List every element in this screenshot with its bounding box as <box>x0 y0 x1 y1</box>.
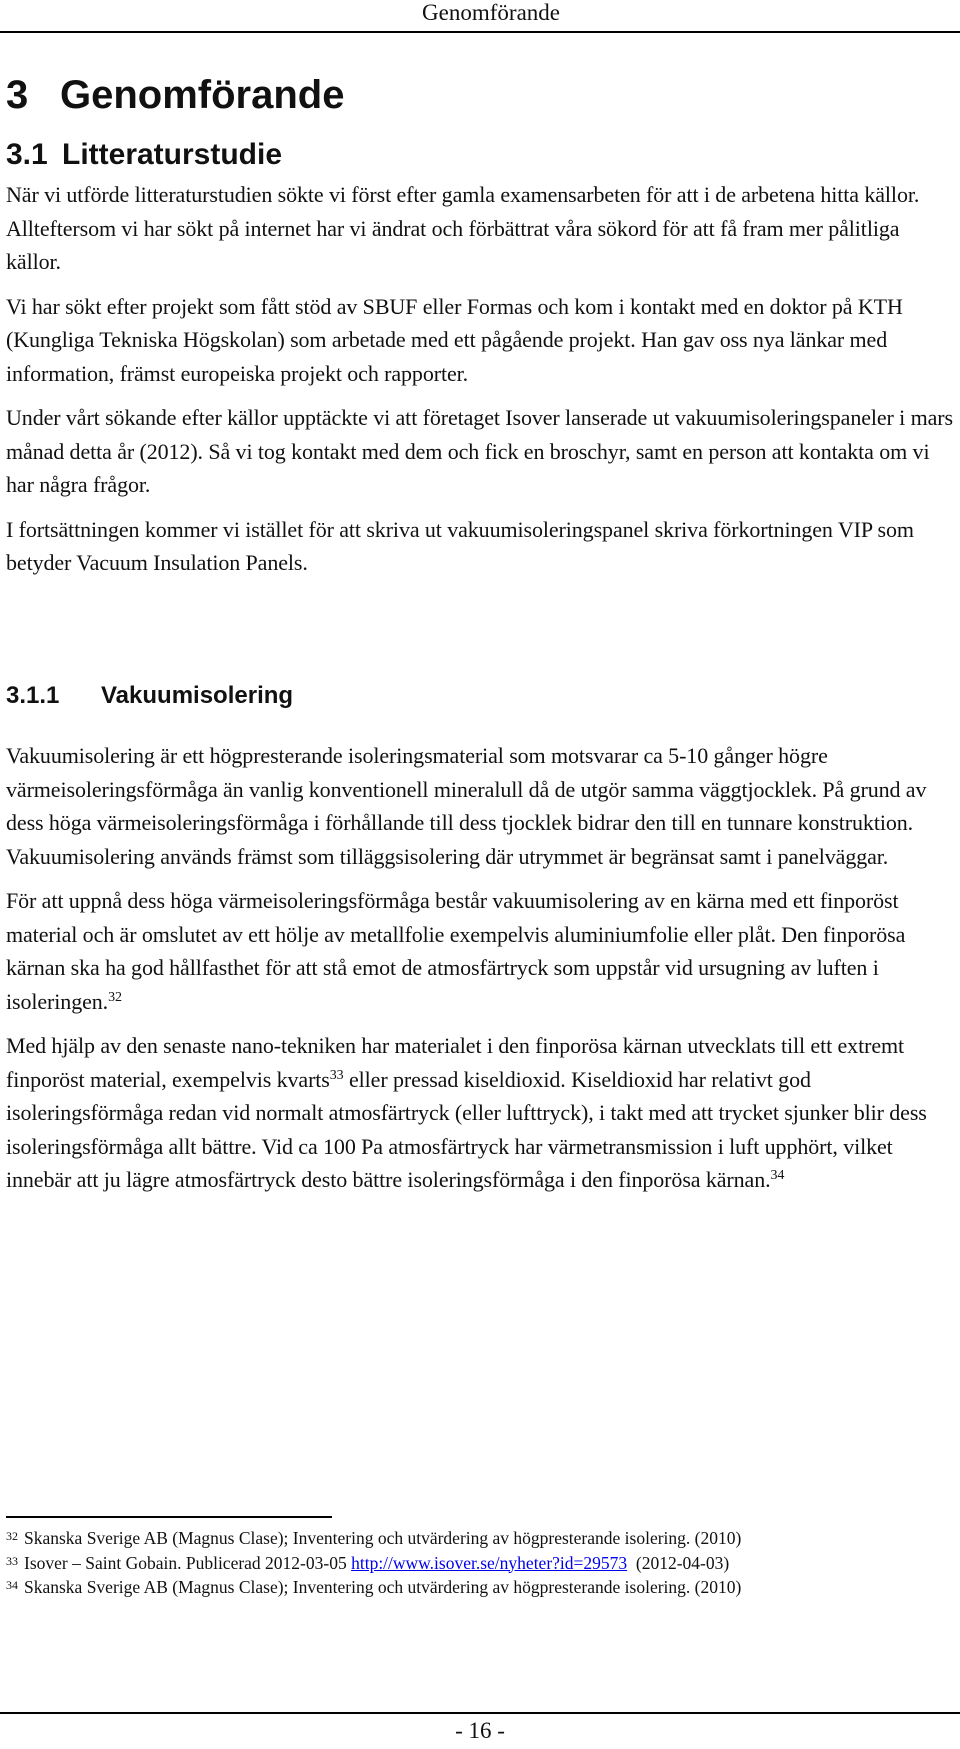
chapter-title: Genomförande <box>60 73 345 117</box>
paragraph: När vi utförde litteraturstudien sökte vi först efter gamla examensarbeten för att i de arbetena hitta källor. Allteftersom vi har sökt på internet har vi ändrat och förbättrat våra sökord för att få fram mer pålitliga källor. <box>6 182 920 274</box>
footnote-reference[interactable]: 32 <box>108 989 122 1005</box>
footnote-number: 32 <box>6 1529 18 1543</box>
page-number: - 16 - <box>455 1718 505 1743</box>
paragraph: Under vårt sökande efter källor upptäckte vi att företaget Isover lanserade ut vakuumisoleringspaneler i mars månad detta år (2012). Så vi tog kontakt med dem och fick en broschyr, samt en person att kontakta om vi har några frågor. <box>6 405 953 497</box>
footer-divider <box>0 1712 960 1714</box>
footnote-number: 33 <box>6 1553 18 1568</box>
section-number: 3.1 <box>6 138 48 171</box>
footnote: $^{33}$ Isover – Saint Gobain. Publicerad 2012-03-05 http://www.isover.se/nyheter?id=29573 (2012-04-03) <box>6 1552 730 1573</box>
footnotes <box>6 1526 954 1600</box>
footnote: $^{34}$ Skanska Sverige AB (Magnus Clase); Inventering och utvärdering av högpresterande isolering. (2010) <box>6 1577 742 1597</box>
header-divider <box>0 31 960 33</box>
subsection-number: 3.1.1 <box>6 682 60 709</box>
footnote-reference[interactable]: 34 <box>770 1168 785 1183</box>
paragraph: För att uppnå dess höga värmeisoleringsförmåga består vakuumisolering av en kärna med ett finporöst material och är omslutet av ett hölje av metallfolie exempelvis aluminiumfolie eller plåt. Den finporösa kärnan ska ha god hållfasthet för att stå emot de atmosfärtryck som uppstår vid ursugning av luften i isoleringen.$^{32}$ <box>6 888 906 1014</box>
chapter-heading <box>6 70 344 120</box>
footnote-link[interactable]: http://www.isover.se/nyheter?id=29573 <box>351 1552 628 1573</box>
footnote: $^{32}$ Skanska Sverige AB (Magnus Clase); Inventering och utvärdering av högpresterande isolering. (2010) <box>6 1528 742 1548</box>
footnote-reference[interactable]: 33 <box>329 1067 344 1083</box>
subsection-heading <box>6 681 293 711</box>
paragraph: I fortsättningen kommer vi istället för att skriva ut vakuumisoleringspanel skriva förkortningen VIP som betyder Vacuum Insulation Panels. <box>6 516 914 575</box>
paragraph: Vi har sökt efter projekt som fått stöd av SBUF eller Formas och kom i kontakt med en doktor på KTH (Kungliga Tekniska Högskolan) som arbetade med ett pågående projekt. Han gav oss nya länkar med information, främst europeiska projekt och rapporter. <box>6 293 903 386</box>
subsection-title: Vakuumisolering <box>101 682 294 709</box>
section-body <box>6 178 954 591</box>
chapter-number: 3 <box>6 73 29 117</box>
running-header: Genomförande <box>422 0 560 25</box>
footnote-number: 34 <box>6 1578 18 1592</box>
paragraph: Med hjälp av den senaste nano-tekniken har materialet i den finporösa kärnan utvecklats till ett extremt finporöst material, exempelvis kvarts$^{33}$ eller pressad kiseldioxid. Kiseldioxid har relativt god isoleringsförmåga redan vid normalt atmosfärtryck (eller lufttryck), i takt med att trycket sjunker blir dess isoleringsförmåga allt bättre. Vid ca 100 Pa atmosfärtryck har värmetransmission i luft upphört, vilket innebär att ju lägre atmosfärtryck desto bättre isoleringsförmåga i den finporösa kärnan.$^{34}$ <box>6 1033 927 1192</box>
section-heading <box>6 137 282 173</box>
subsection-body <box>6 739 954 1208</box>
footnote-divider <box>6 1516 332 1518</box>
section-title: Litteraturstudie <box>62 138 283 171</box>
paragraph: Vakuumisolering är ett högpresterande isoleringsmaterial som motsvarar ca 5-10 gånger högre värmeisoleringsförmåga än vanlig konventionell mineralull då de utgör samma väggtjocklek. På grund av dess höga värmeisoleringsförmåga i förhållande till dess tjocklek bidrar den till en tunnare konstruktion. Vakuumisolering används främst som tilläggsisolering där utrymmet är begränsat samt i panelväggar. <box>6 743 927 869</box>
